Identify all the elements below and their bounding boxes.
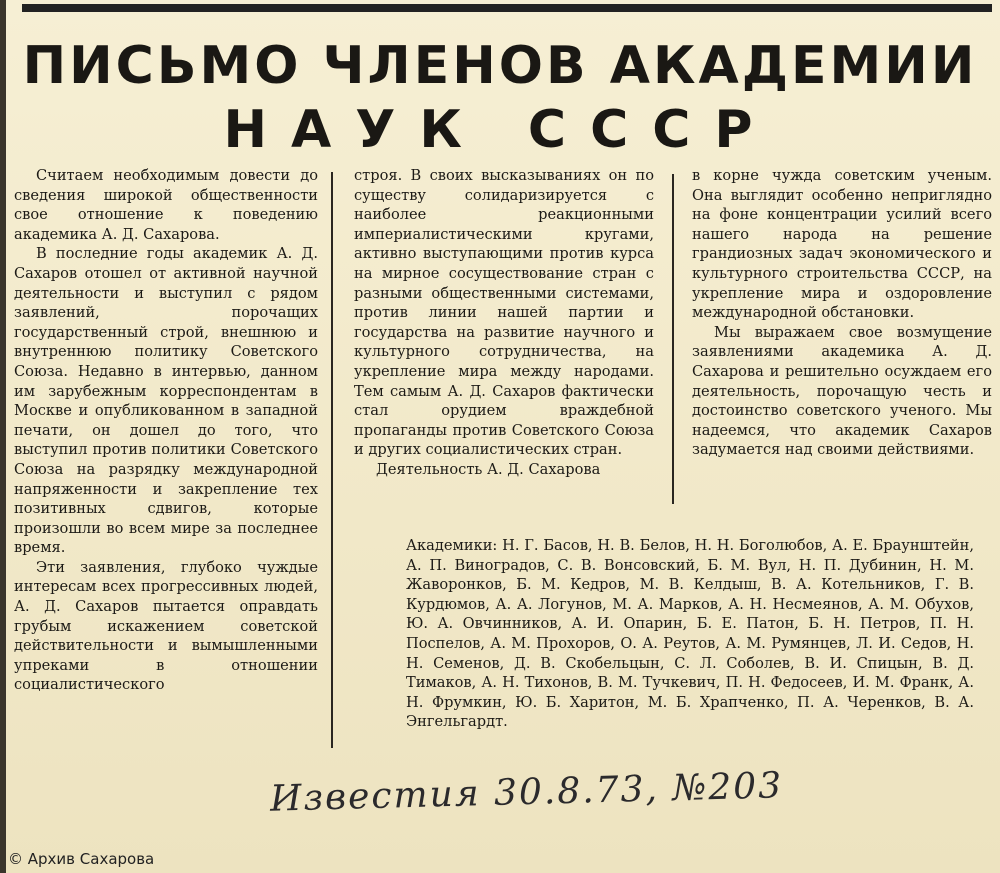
handwritten-note: Известия 30.8.73, №203 — [269, 765, 784, 820]
clipping-edge — [0, 0, 6, 873]
column-divider-1 — [331, 172, 333, 748]
column-3 — [692, 166, 992, 460]
column-divider-2 — [672, 174, 674, 504]
column-1-paragraph-1: Считаем необходимым довести до сведения широкой общественности свое отношение к поведению академика А. Д. Сахарова. — [14, 167, 318, 243]
column-1-paragraph-3: Эти заявления, глубоко чуждые интересам всех прогрессивных людей, А. Д. Сахаров пытается оправдать грубым искажением советской действительности и вымышленными упреками в отношении социалистического — [14, 558, 318, 694]
top-rule — [22, 4, 992, 12]
headline-line-1: ПИСЬМО ЧЛЕНОВ АКАДЕМИИ — [22, 36, 978, 96]
column-2 — [354, 166, 654, 480]
column-1-paragraph-2: В последние годы академик А. Д. Сахаров отошел от активной научной деятельности и выступил с рядом заявлений, порочащих государственный строй, внешнюю и внутреннюю политику Советского Союза. Недавно в интервью, данном им зарубежным корреспондентам в Москве и опубликованном в западной печати, он дошел до того, что выступил против политики Советского Союза на разрядку международной напряженности и закрепление тех позитивных сдвигов, которые произошли во всем мире за последнее время. — [14, 245, 318, 557]
column-2-paragraph-1: строя. В своих высказываниях он по существу солидаризируется с наиболее реакционными империалистическими кругами, активно выступающими против курса на мирное сосуществование стран с разными общественными системами, против линии нашей партии и государства на развитие научного и культурного сотрудничества, на укрепление мира между народами. Тем самым А. Д. Сахаров фактически стал орудием враждебной пропаганды против Советского Союза и других социалистических стран. — [354, 167, 654, 459]
column-3-paragraph-1: в корне чужда советским ученым. Она выглядит особенно неприглядно на фоне концентрации усилий всего нашего народа на решение грандиозных задач экономического и культурного строительства СССР, на укрепление мира и оздоровление международной обстановки. — [692, 167, 992, 322]
column-3-paragraph-2: Мы выражаем свое возмущение заявлениями академика А. Д. Сахарова и решительно осуждаем его деятельность, порочащую честь и достоинство советского ученого. Мы надеемся, что академик Сахаров задумается над своими действиями. — [692, 323, 992, 459]
column-1 — [14, 166, 318, 695]
signatures-list: Академики: Н. Г. Басов, Н. В. Белов, Н. Н. Боголюбов, А. Е. Браунштейн, А. П. Виноградов, С. В. Вонсовский, Б. М. Вул, Н. П. Дубинин, Н. М. Жаворонков, Б. М. Кедров, М. В. Келдыш, В. А. Котельников, Г. В. Курдюмов, А. А. Логунов, М. А. Марков, А. Н. Несмеянов, А. М. Обухов, Ю. А. Овчинников, А. И. Опарин, Б. Е. Патон, Б. Н. Петров, П. Н. Поспелов, А. М. Прохоров, О. А. Реутов, А. М. Румянцев, Л. И. Седов, Н. Н. Семенов, Д. В. Скобельцын, С. Л. Соболев, В. И. Спицын, В. Д. Тимаков, А. Н. Тихонов, В. М. Тучкевич, П. Н. Федосеев, И. М. Франк, А. Н. Фрумкин, Ю. Б. Харитон, М. Б. Храпченко, П. А. Черенков, В. А. Энгельгардт. — [406, 537, 974, 731]
column-2-paragraph-2: Деятельность А. Д. Сахарова — [376, 460, 601, 478]
copyright-notice: © Архив Сахарова — [8, 850, 155, 868]
headline-line-2: НАУК СССР — [223, 100, 777, 160]
